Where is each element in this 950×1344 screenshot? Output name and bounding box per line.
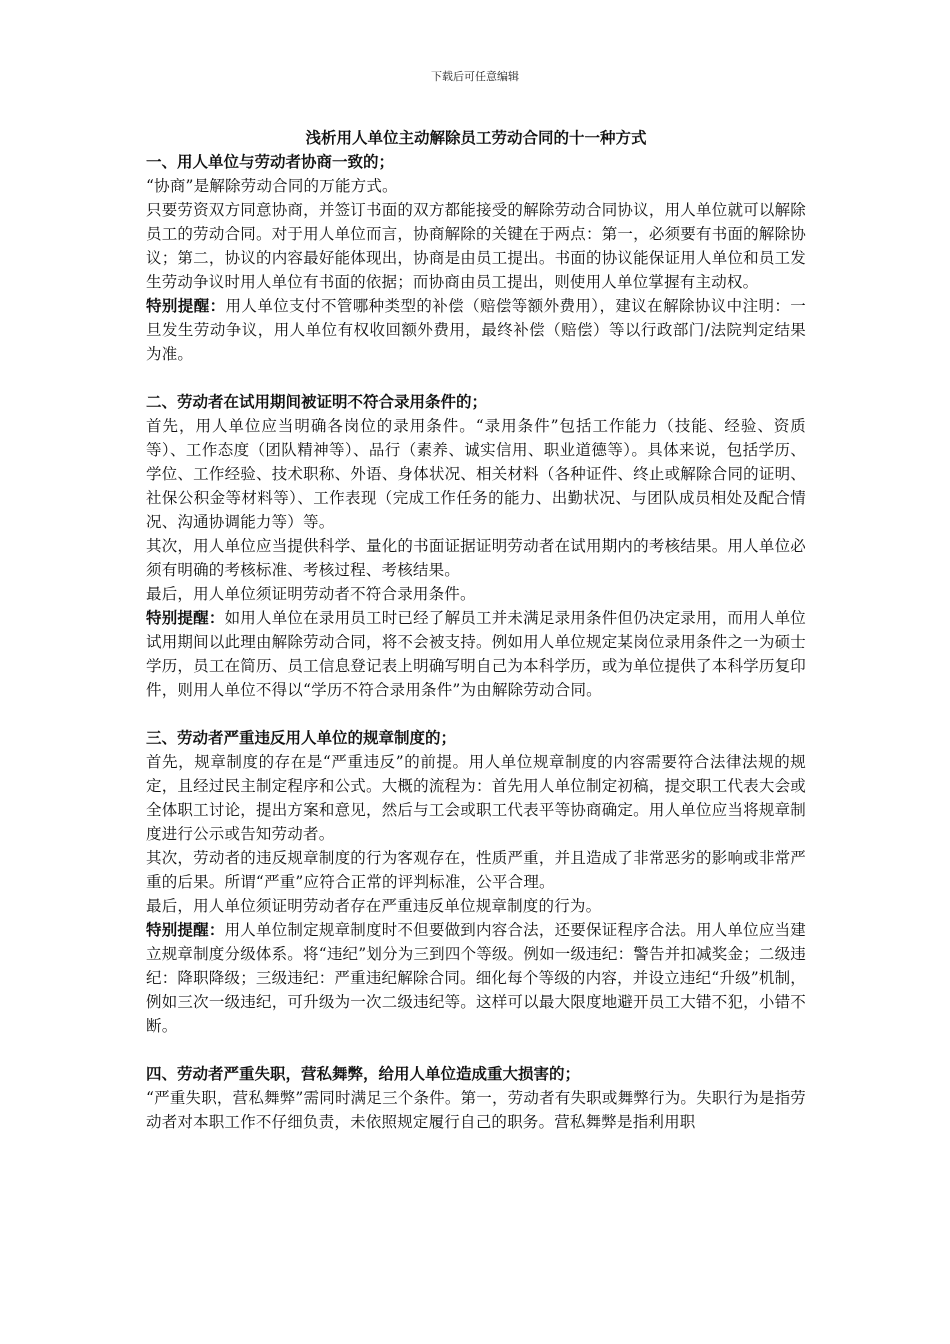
section-4 [146,1062,806,1134]
section-2 [146,390,806,702]
special-remark [146,606,806,702]
paragraph: 首先，规章制度的存在是“严重违反”的前提。用人单位规章制度的内容需要符合法律法规的规定，且经过民主制定程序和公式。大概的流程为：首先用人单位制定初稿，提交职工代表大会或全体职工讨论，提出方案和意见，然后与工会或职工代表平等协商确定。用人单位应当将规章制度进行公示或告知劳动者。 [146,753,806,843]
remark-label: 特别提醒： [146,920,225,939]
paragraph: 只要劳资双方同意协商，并签订书面的双方都能接受的解除劳动合同协议，用人单位就可以解除员工的劳动合同。对于用人单位而言，协商解除的关键在于两点：第一，必须要有书面的解除协议；第二，协议的内容最好能体现出，协商是由员工提出。书面的协议能保证用人单位和员工发生劳动争议时用人单位有书面的依据；而协商由员工提出，则使用人单位掌握有主动权。 [146,201,806,291]
remark-label: 特别提醒： [146,608,225,627]
paragraph: 首先，用人单位应当明确各岗位的录用条件。“录用条件”包括工作能力（技能、经验、资质等）、工作态度（团队精神等）、品行（素养、诚实信用、职业道德等）。具体来说，包括学历、学位、工作经验、技术职称、外语、身体状况、相关材料（各种证件、终止或解除合同的证明、社保公积金等材料等）、工作表现（完成工作任务的能力、出勤状况、与团队成员相处及配合情况、沟通协调能力等）等。 [146,417,806,531]
remark-text: 如用人单位在录用员工时已经了解员工并未满足录用条件但仍决定录用，而用人单位试用期间以此理由解除劳动合同，将不会被支持。例如用人单位规定某岗位录用条件之一为硕士学历，员工在简历、员工信息登记表上明确写明自己为本科学历，或为单位提供了本科学历复印件，则用人单位不得以“学历不符合录用条件”为由解除劳动合同。 [146,609,806,699]
header-note: 下载后可任意编辑 [431,70,519,83]
paragraph: 其次，用人单位应当提供科学、量化的书面证据证明劳动者在试用期内的考核结果。用人单位必须有明确的考核标准、考核过程、考核结果。 [146,537,806,579]
remark-text: 用人单位支付不管哪种类型的补偿（赔偿等额外费用），建议在解除协议中注明：一旦发生劳动争议，用人单位有权收回额外费用，最终补偿（赔偿）等以行政部门/法院判定结果为准。 [146,297,806,363]
remark-label: 特别提醒： [146,296,226,315]
paragraph: “协商”是解除劳动合同的万能方式。 [146,177,398,195]
section-heading: 一、用人单位与劳动者协商一致的； [146,152,395,171]
section-heading: 二、劳动者在试用期间被证明不符合录用条件的； [146,392,488,411]
section-heading: 四、劳动者严重失职，营私舞弊，给用人单位造成重大损害的； [146,1064,581,1083]
paragraph: 最后，用人单位须证明劳动者不符合录用条件。 [146,585,476,603]
section-3 [146,726,806,1038]
paragraph: “严重失职，营私舞弊”需同时满足三个条件。第一，劳动者有失职或舞弊行为。失职行为是指劳动者对本职工作不仔细负责，未依照规定履行自己的职务。营私舞弊是指利用职 [146,1089,806,1131]
document-body [146,126,806,1158]
special-remark [146,294,806,366]
section-heading: 三、劳动者严重违反用人单位的规章制度的； [146,728,457,747]
section-1 [146,150,806,366]
document-title: 浅析用人单位主动解除员工劳动合同的十一种方式 [305,128,647,147]
paragraph: 其次，劳动者的违反规章制度的行为客观存在，性质严重，并且造成了非常恶劣的影响或非常严重的后果。所谓“严重”应符合正常的评判标准，公平合理。 [146,849,806,891]
paragraph: 最后，用人单位须证明劳动者存在严重违反单位规章制度的行为。 [146,897,602,915]
remark-text: 用人单位制定规章制度时不但要做到内容合法，还要保证程序合法。用人单位应当建立规章制度分级体系。将“违纪”划分为三到四个等级。例如一级违纪：警告并扣减奖金；二级违纪：降职降级；三级违纪：严重违纪解除合同。细化每个等级的内容，并设立违纪“升级”机制，例如三次一级违纪，可升级为一次二级违纪等。这样可以最大限度地避开员工大错不犯，小错不断。 [146,921,806,1035]
special-remark [146,918,806,1038]
